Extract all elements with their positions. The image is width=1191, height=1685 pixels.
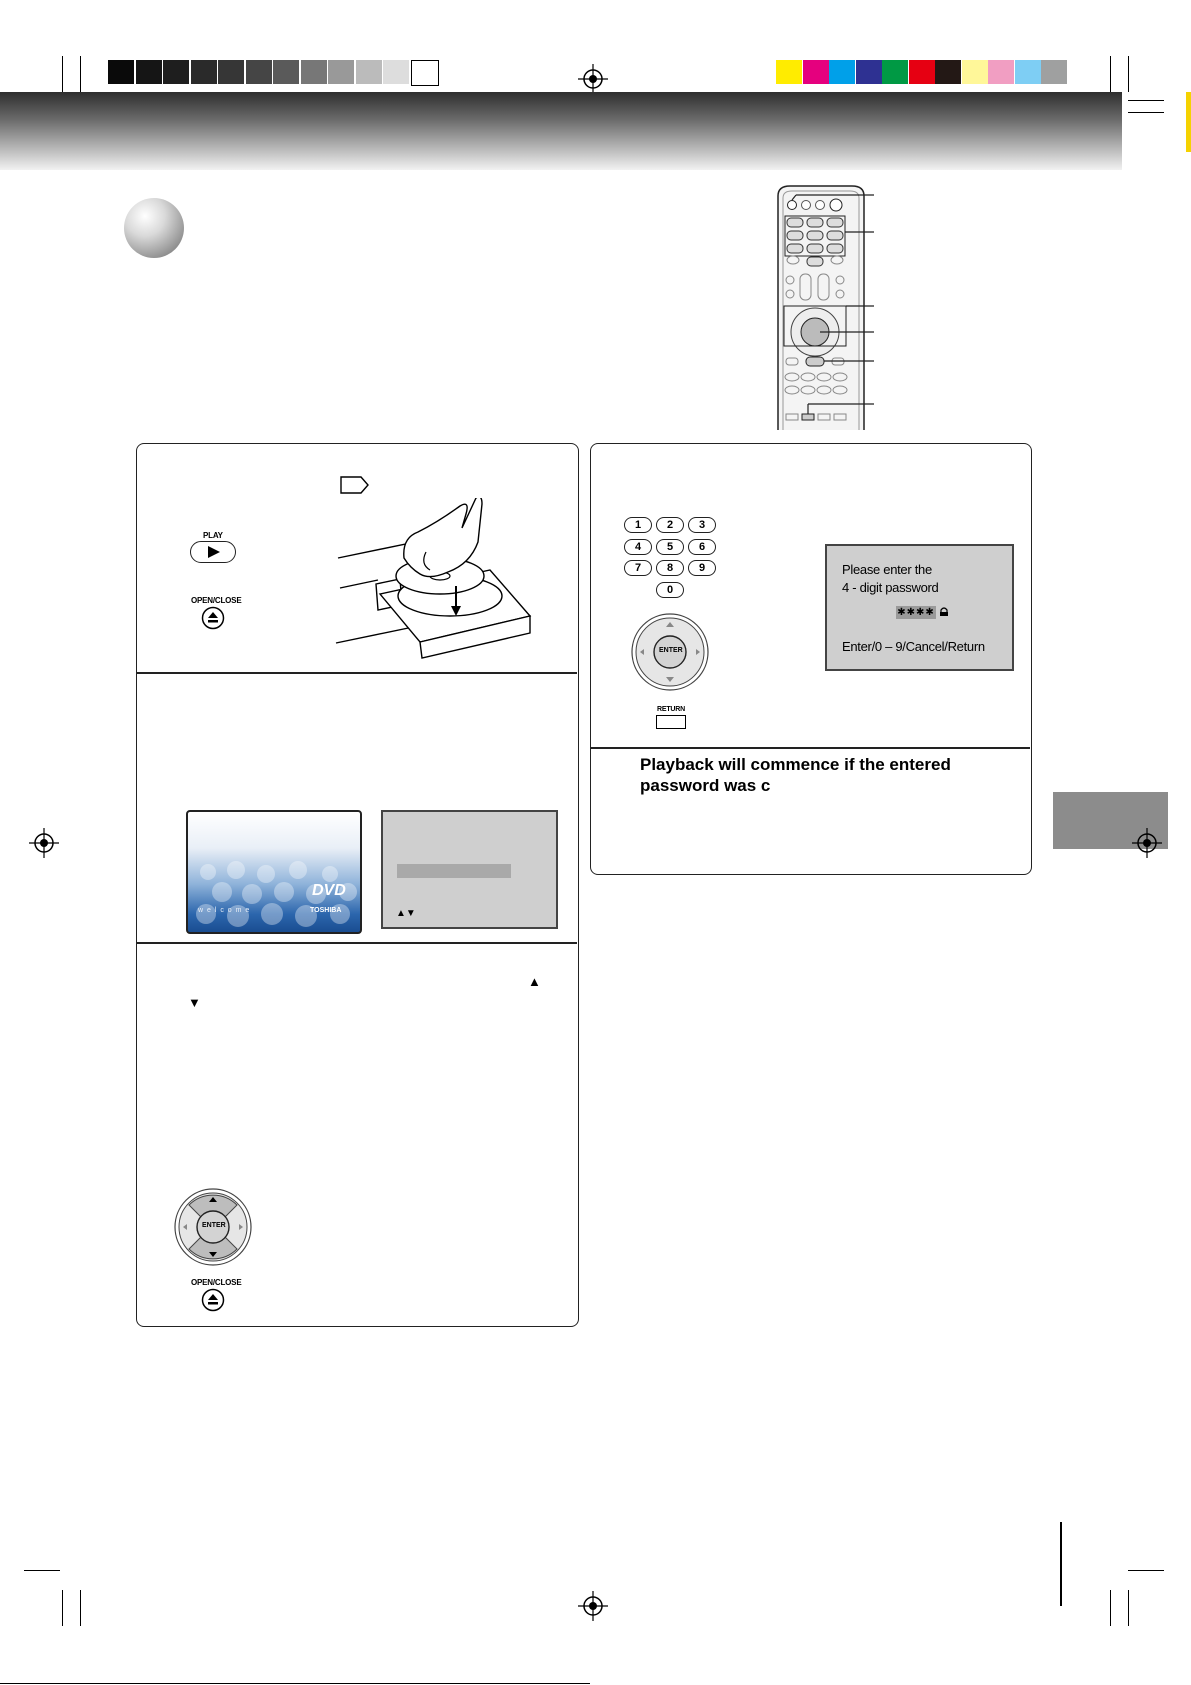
color-swatch (1041, 60, 1067, 84)
registration-mark (576, 1589, 610, 1623)
menu-nav-glyph: ▲▼ (396, 908, 416, 919)
crop-mark (1128, 1570, 1164, 1571)
playback-note: Playback will commence if the entered password was c (640, 755, 951, 795)
gray-swatch (328, 60, 354, 84)
section-bullet-sphere (124, 198, 184, 258)
open-close-button[interactable] (201, 606, 225, 630)
color-swatch (1015, 60, 1041, 84)
play-button[interactable] (190, 541, 236, 563)
registration-mark (27, 826, 61, 860)
disc-type-tag-icon (340, 475, 370, 495)
welcome-caption: w e l c o m e (198, 907, 251, 914)
color-swatch (776, 60, 802, 84)
gray-swatch (246, 60, 272, 84)
arrow-up-glyph: ▲ (528, 974, 541, 989)
crop-mark (62, 1590, 63, 1626)
color-swatch (962, 60, 988, 84)
footer-rule (0, 1683, 590, 1684)
color-swatch (803, 60, 829, 84)
osd-prompt-line2: 4 - digit password (842, 580, 939, 595)
number-key-6[interactable]: 6 (688, 539, 716, 555)
header-band (0, 92, 1122, 170)
gray-swatch (218, 60, 244, 84)
open-close-button[interactable] (201, 1288, 225, 1312)
menu-highlight-bar (397, 864, 511, 878)
disc-loading-illustration (330, 498, 540, 660)
enter-label: ENTER (659, 647, 683, 654)
play-triangle-icon (191, 542, 235, 562)
gray-swatch (163, 60, 189, 84)
osd-password-mask: ✱✱✱✱ (897, 607, 935, 618)
welcome-screen (186, 810, 362, 934)
edge-tab-mark (1186, 92, 1191, 152)
gray-swatch (273, 60, 299, 84)
color-swatch (935, 60, 961, 84)
open-close-button-label: OPEN/CLOSE (191, 596, 242, 605)
crop-mark (80, 56, 81, 92)
gray-swatch (356, 60, 382, 84)
enter-label: ENTER (202, 1222, 226, 1229)
crop-mark (62, 56, 63, 92)
crop-mark (1110, 56, 1111, 92)
number-key-8[interactable]: 8 (656, 560, 684, 576)
gray-swatch (301, 60, 327, 84)
crop-mark (1128, 56, 1129, 92)
crop-mark (1128, 100, 1164, 101)
crop-mark (1110, 1590, 1111, 1626)
gray-swatch (136, 60, 162, 84)
panel-divider (137, 942, 577, 944)
number-key-1[interactable]: 1 (624, 517, 652, 533)
brand-logo: TOSHIBA (310, 907, 342, 914)
registration-mark (1130, 826, 1164, 860)
crop-mark (24, 1570, 60, 1571)
crop-mark (80, 1590, 81, 1626)
return-button-label: RETURN (657, 706, 685, 713)
registration-mark (576, 62, 610, 96)
number-key-7[interactable]: 7 (624, 560, 652, 576)
gray-swatch (191, 60, 217, 84)
panel-divider (137, 672, 577, 674)
arrow-down-glyph: ▼ (188, 995, 201, 1010)
number-key-2[interactable]: 2 (656, 517, 684, 533)
color-swatch (882, 60, 908, 84)
color-swatch (909, 60, 935, 84)
crop-mark (1128, 112, 1164, 113)
osd-footer: Enter/0 – 9/Cancel/Return (842, 639, 985, 654)
play-button-label: PLAY (203, 531, 223, 540)
osd-prompt-line1: Please enter the (842, 562, 932, 577)
dvd-logo: DVD (312, 882, 346, 899)
crop-mark (1128, 1590, 1129, 1626)
number-key-4[interactable]: 4 (624, 539, 652, 555)
password-osd-screen (825, 544, 1014, 671)
lock-icon (939, 607, 949, 617)
number-key-5[interactable]: 5 (656, 539, 684, 555)
number-key-0[interactable]: 0 (656, 582, 684, 598)
number-key-9[interactable]: 9 (688, 560, 716, 576)
remote-control-illustration (770, 182, 880, 430)
number-key-3[interactable]: 3 (688, 517, 716, 533)
gray-swatch (411, 60, 439, 86)
crop-mark (1060, 1522, 1062, 1606)
checker-pattern (188, 812, 360, 932)
color-swatch (856, 60, 882, 84)
panel-divider (591, 747, 1030, 749)
gray-swatch (383, 60, 409, 84)
open-close-button-label: OPEN/CLOSE (191, 1278, 242, 1287)
color-swatch (829, 60, 855, 84)
color-swatch (988, 60, 1014, 84)
return-button[interactable] (656, 715, 686, 729)
disc-menu-screen (381, 810, 558, 929)
gray-swatch (108, 60, 134, 84)
